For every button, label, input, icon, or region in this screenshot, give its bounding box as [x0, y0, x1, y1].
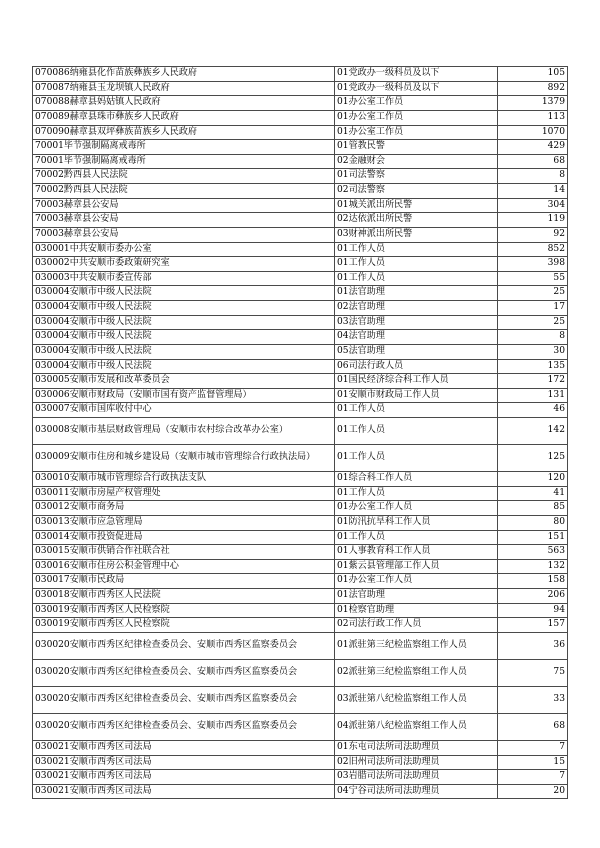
table-row — [33, 374, 568, 389]
cell-organization: 030017安顺市民政局 — [33, 574, 335, 589]
cell-position: 01办公室工作人员 — [335, 501, 498, 516]
table-row — [33, 125, 568, 140]
cell-count: 304 — [498, 198, 568, 213]
cell-count: 20 — [498, 784, 568, 799]
cell-count: 132 — [498, 559, 568, 574]
table-row — [33, 257, 568, 272]
cell-count: 157 — [498, 618, 568, 633]
cell-count: 25 — [498, 286, 568, 301]
cell-position: 01检察官助理 — [335, 603, 498, 618]
cell-position: 01司法警察 — [335, 169, 498, 184]
table-row — [33, 344, 568, 359]
cell-organization: 070086纳雍县化作苗族彝族乡人民政府 — [33, 67, 335, 82]
cell-organization: 030011安顺市房屋产权管理处 — [33, 486, 335, 501]
table-row — [33, 198, 568, 213]
cell-count: 1070 — [498, 125, 568, 140]
cell-count: 17 — [498, 301, 568, 316]
cell-count: 7 — [498, 740, 568, 755]
cell-position: 01派驻第三纪检监察组工作人员 — [335, 632, 498, 659]
table-row — [33, 271, 568, 286]
cell-count: 8 — [498, 330, 568, 345]
cell-position: 03岩腊司法所司法助理员 — [335, 770, 498, 785]
cell-position: 01工作人员 — [335, 242, 498, 257]
cell-organization: 030014安顺市投资促进局 — [33, 530, 335, 545]
cell-count: 68 — [498, 713, 568, 740]
table-row — [33, 286, 568, 301]
cell-count: 8 — [498, 169, 568, 184]
cell-organization: 030021安顺市西秀区司法局 — [33, 740, 335, 755]
cell-position: 01国民经济综合科工作人员 — [335, 374, 498, 389]
table-row — [33, 589, 568, 604]
cell-organization: 030004安顺市中级人民法院 — [33, 315, 335, 330]
cell-position: 01东屯司法所司法助理员 — [335, 740, 498, 755]
cell-count: 892 — [498, 81, 568, 96]
table-row — [33, 418, 568, 445]
table-row — [33, 632, 568, 659]
cell-organization: 030004安顺市中级人民法院 — [33, 301, 335, 316]
cell-organization: 70003赫章县公安局 — [33, 198, 335, 213]
cell-organization: 030020安顺市西秀区纪律检查委员会、安顺市西秀区监察委员会 — [33, 659, 335, 686]
cell-organization: 030007安顺市国库收付中心 — [33, 403, 335, 418]
table-row — [33, 659, 568, 686]
table-row — [33, 169, 568, 184]
cell-position: 04派驻第八纪检监察组工作人员 — [335, 713, 498, 740]
cell-organization: 030021安顺市西秀区司法局 — [33, 755, 335, 770]
cell-count: 75 — [498, 659, 568, 686]
cell-position: 01办公室工作人员 — [335, 574, 498, 589]
table-row — [33, 81, 568, 96]
table-row — [33, 784, 568, 799]
table-row — [33, 242, 568, 257]
table-row — [33, 403, 568, 418]
cell-position: 02金融财会 — [335, 154, 498, 169]
cell-position: 02派驻第三纪检监察组工作人员 — [335, 659, 498, 686]
cell-position: 06司法行政人员 — [335, 359, 498, 374]
cell-position: 01管教民警 — [335, 140, 498, 155]
cell-count: 563 — [498, 545, 568, 560]
cell-count: 94 — [498, 603, 568, 618]
cell-position: 02司法警察 — [335, 184, 498, 199]
table-row — [33, 301, 568, 316]
cell-organization: 030019安顺市西秀区人民检察院 — [33, 618, 335, 633]
cell-organization: 030019安顺市西秀区人民检察院 — [33, 603, 335, 618]
cell-organization: 030013安顺市应急管理局 — [33, 515, 335, 530]
cell-organization: 070089赫章县珠市彝族乡人民政府 — [33, 110, 335, 125]
cell-count: 92 — [498, 227, 568, 242]
table-row — [33, 559, 568, 574]
cell-position: 01法官助理 — [335, 286, 498, 301]
table-row — [33, 154, 568, 169]
table-row — [33, 530, 568, 545]
cell-organization: 030018安顺市西秀区人民法院 — [33, 589, 335, 604]
cell-position: 01防汛抗旱科工作人员 — [335, 515, 498, 530]
cell-position: 01工作人员 — [335, 418, 498, 445]
cell-position: 01工作人员 — [335, 445, 498, 472]
cell-organization: 030004安顺市中级人民法院 — [33, 330, 335, 345]
cell-count: 25 — [498, 315, 568, 330]
cell-position: 02达依派出所民警 — [335, 213, 498, 228]
cell-position: 03财神派出所民警 — [335, 227, 498, 242]
cell-count: 85 — [498, 501, 568, 516]
cell-organization: 030021安顺市西秀区司法局 — [33, 770, 335, 785]
cell-organization: 070090赫章县双坪彝族苗族乡人民政府 — [33, 125, 335, 140]
cell-organization: 030015安顺市供销合作社联合社 — [33, 545, 335, 560]
cell-count: 135 — [498, 359, 568, 374]
cell-count: 55 — [498, 271, 568, 286]
table-row — [33, 227, 568, 242]
cell-organization: 70001毕节强制隔离戒毒所 — [33, 154, 335, 169]
cell-organization: 030009安顺市住房和城乡建设局（安顺市城市管理综合行政执法局） — [33, 445, 335, 472]
table-row — [33, 515, 568, 530]
cell-organization: 030002中共安顺市委政策研究室 — [33, 257, 335, 272]
cell-organization: 030020安顺市西秀区纪律检查委员会、安顺市西秀区监察委员会 — [33, 713, 335, 740]
table-row — [33, 501, 568, 516]
cell-position: 01党政办一级科员及以下 — [335, 67, 498, 82]
cell-count: 46 — [498, 403, 568, 418]
cell-count: 172 — [498, 374, 568, 389]
cell-count: 36 — [498, 632, 568, 659]
cell-organization: 030012安顺市商务局 — [33, 501, 335, 516]
cell-organization: 70002黔西县人民法院 — [33, 184, 335, 199]
table-row — [33, 472, 568, 487]
cell-count: 1379 — [498, 96, 568, 111]
cell-count: 142 — [498, 418, 568, 445]
cell-position: 03法官助理 — [335, 315, 498, 330]
table-container — [32, 66, 567, 799]
table-row — [33, 686, 568, 713]
table-row — [33, 388, 568, 403]
cell-count: 15 — [498, 755, 568, 770]
cell-count: 41 — [498, 486, 568, 501]
cell-count: 125 — [498, 445, 568, 472]
table-row — [33, 486, 568, 501]
cell-position: 04宁谷司法所司法助理员 — [335, 784, 498, 799]
table-row — [33, 618, 568, 633]
table-row — [33, 67, 568, 82]
cell-organization: 030003中共安顺市委宣传部 — [33, 271, 335, 286]
cell-organization: 030008安顺市基层财政管理局（安顺市农村综合改革办公室） — [33, 418, 335, 445]
cell-position: 01工作人员 — [335, 530, 498, 545]
cell-organization: 70003赫章县公安局 — [33, 227, 335, 242]
cell-count: 80 — [498, 515, 568, 530]
cell-organization: 030004安顺市中级人民法院 — [33, 286, 335, 301]
table-row — [33, 184, 568, 199]
cell-position: 01工作人员 — [335, 403, 498, 418]
cell-count: 105 — [498, 67, 568, 82]
cell-count: 151 — [498, 530, 568, 545]
cell-position: 01党政办一级科员及以下 — [335, 81, 498, 96]
cell-position: 02司法行政工作人员 — [335, 618, 498, 633]
table-row — [33, 140, 568, 155]
cell-position: 01城关派出所民警 — [335, 198, 498, 213]
table-row — [33, 603, 568, 618]
table-body — [33, 67, 568, 799]
cell-organization: 030001中共安顺市委办公室 — [33, 242, 335, 257]
cell-position: 01办公室工作员 — [335, 96, 498, 111]
cell-position: 01工作人员 — [335, 271, 498, 286]
cell-organization: 70002黔西县人民法院 — [33, 169, 335, 184]
table-row — [33, 770, 568, 785]
cell-count: 14 — [498, 184, 568, 199]
cell-organization: 030005安顺市发展和改革委员会 — [33, 374, 335, 389]
table-row — [33, 359, 568, 374]
cell-position: 01人事教育科工作人员 — [335, 545, 498, 560]
cell-position: 03派驻第八纪检监察组工作人员 — [335, 686, 498, 713]
recruitment-quota-table — [32, 66, 568, 799]
cell-count: 119 — [498, 213, 568, 228]
cell-count: 33 — [498, 686, 568, 713]
cell-organization: 030010安顺市城市管理综合行政执法支队 — [33, 472, 335, 487]
cell-organization: 030020安顺市西秀区纪律检查委员会、安顺市西秀区监察委员会 — [33, 686, 335, 713]
cell-count: 120 — [498, 472, 568, 487]
cell-organization: 030021安顺市西秀区司法局 — [33, 784, 335, 799]
cell-count: 852 — [498, 242, 568, 257]
table-row — [33, 740, 568, 755]
cell-count: 30 — [498, 344, 568, 359]
table-row — [33, 713, 568, 740]
cell-position: 01办公室工作员 — [335, 125, 498, 140]
cell-position: 01工作人员 — [335, 257, 498, 272]
cell-count: 429 — [498, 140, 568, 155]
table-row — [33, 574, 568, 589]
cell-organization: 030016安顺市住房公积金管理中心 — [33, 559, 335, 574]
cell-position: 01办公室工作员 — [335, 110, 498, 125]
cell-position: 01法官助理 — [335, 589, 498, 604]
cell-count: 7 — [498, 770, 568, 785]
cell-position: 01安顺市财政局工作人员 — [335, 388, 498, 403]
cell-position: 02旧州司法所司法助理员 — [335, 755, 498, 770]
cell-organization: 070087纳雍县玉龙坝镇人民政府 — [33, 81, 335, 96]
cell-organization: 70001毕节强制隔离戒毒所 — [33, 140, 335, 155]
cell-count: 206 — [498, 589, 568, 604]
table-row — [33, 213, 568, 228]
cell-position: 05法官助理 — [335, 344, 498, 359]
table-row — [33, 110, 568, 125]
cell-organization: 70003赫章县公安局 — [33, 213, 335, 228]
cell-organization: 030006安顺市财政局（安顺市国有资产监督管理局） — [33, 388, 335, 403]
cell-organization: 030004安顺市中级人民法院 — [33, 359, 335, 374]
cell-position: 01工作人员 — [335, 486, 498, 501]
cell-position: 04法官助理 — [335, 330, 498, 345]
table-row — [33, 330, 568, 345]
table-row — [33, 755, 568, 770]
cell-organization: 030004安顺市中级人民法院 — [33, 344, 335, 359]
cell-count: 158 — [498, 574, 568, 589]
cell-position: 02法官助理 — [335, 301, 498, 316]
cell-organization: 070088赫章县妈姑镇人民政府 — [33, 96, 335, 111]
table-row — [33, 315, 568, 330]
table-row — [33, 445, 568, 472]
cell-count: 131 — [498, 388, 568, 403]
cell-organization: 030020安顺市西秀区纪律检查委员会、安顺市西秀区监察委员会 — [33, 632, 335, 659]
cell-count: 68 — [498, 154, 568, 169]
cell-count: 113 — [498, 110, 568, 125]
cell-position: 01紫云县管理部工作人员 — [335, 559, 498, 574]
cell-position: 01综合科工作人员 — [335, 472, 498, 487]
table-row — [33, 96, 568, 111]
cell-count: 398 — [498, 257, 568, 272]
table-row — [33, 545, 568, 560]
